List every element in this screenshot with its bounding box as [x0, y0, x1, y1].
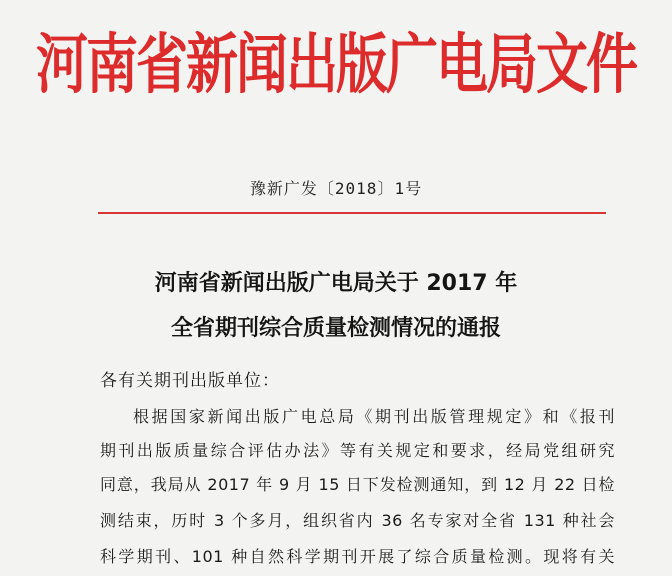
body-paragraph-line: 科学期刊、101 种自然科学期刊开展了综合质量检测。现将有关	[100, 547, 615, 566]
body-paragraph-line: 同意，我局从 2017 年 9 月 15 日下发检测通知，到 12 月 22 日检	[100, 475, 615, 494]
body-paragraph-line: 期刊出版质量综合评估办法》等有关规定和要求，经局党组研究	[100, 441, 615, 460]
document-title-line-1: 河南省新闻出版广电局关于 2017 年	[154, 271, 518, 296]
body-paragraph-line: 根据国家新闻出版广电总局《期刊出版管理规定》和《报刊	[133, 407, 615, 426]
red-divider-line	[98, 212, 606, 214]
red-header-title: 河南省新闻出版广电局文件	[35, 26, 636, 103]
body-paragraph-line: 测结束，历时 3 个多月，组织省内 36 名专家对全省 131 种社会	[100, 511, 615, 530]
document-number: 豫新广发〔2018〕1号	[249, 179, 423, 198]
salutation: 各有关期刊出版单位：	[100, 371, 280, 391]
document-title-line-2: 全省期刊综合质量检测情况的通报	[170, 316, 501, 341]
